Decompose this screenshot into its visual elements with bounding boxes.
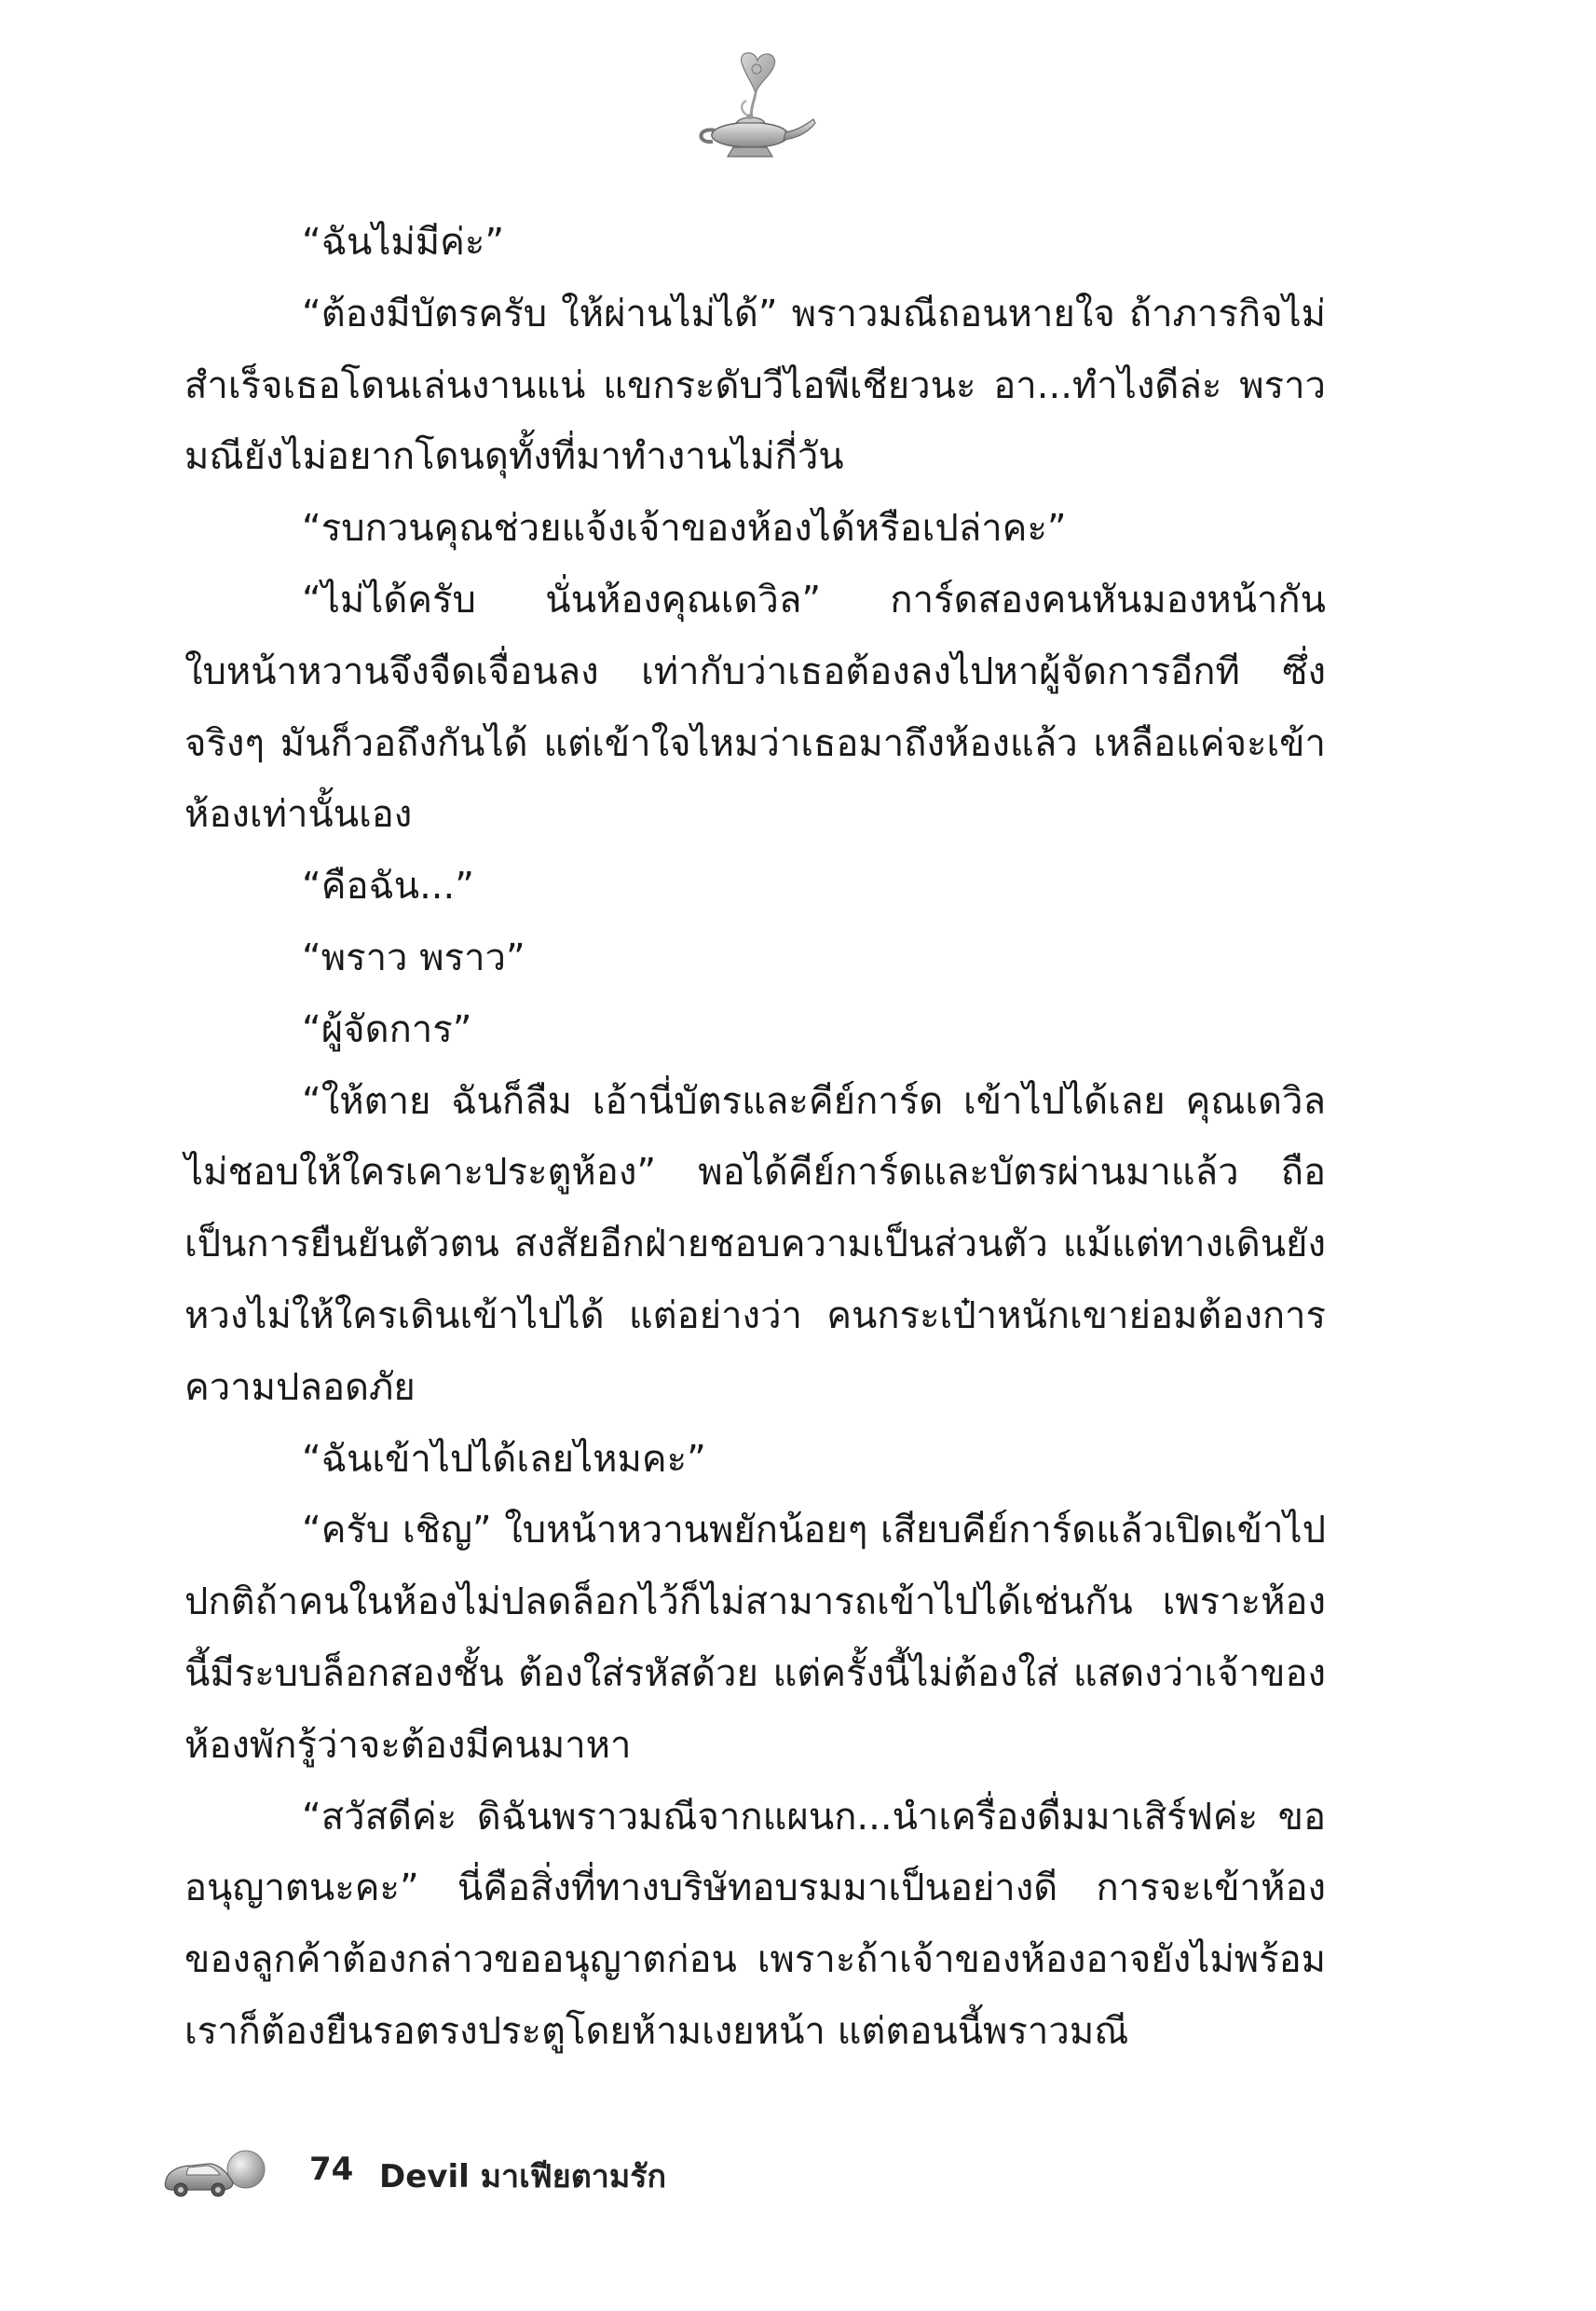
book-title: Devil มาเฟียตามรัก	[379, 2158, 667, 2195]
paragraph: “ครับ เชิญ” ใบหน้าหวานพยักน้อยๆ เสียบคีย์การ์ดแล้วเปิดเข้าไป ปกติถ้าคนในห้องไม่ปลดล็อกไว้ก็ไม่สามารถเข้าไปได้เช่นกัน เพราะห้องนี้มีระบบล็อกสองชั้น ต้องใส่รหัสด้วย แต่ครั้งนี้ไม่ต้องใส่ แสดงว่าเจ้าของห้องพักรู้ว่าจะต้องมีคนมาหา	[184, 1509, 1326, 1767]
paragraph: “ฉันไม่มีค่ะ”	[302, 221, 505, 264]
car-ornament-icon	[160, 2143, 272, 2199]
paragraph: “พราว พราว”	[302, 936, 525, 979]
paragraph: “ไม่ได้ครับ นั่นห้องคุณเดวิล” การ์ดสองคนหันมองหน้ากัน ใบหน้าหวานจึงจืดเจื่อนลง เท่ากับว่าเธอต้องลงไปหาผู้จัดการอีกที ซึ่งจริงๆ มันก็วอถึงกันได้ แต่เข้าใจไหมว่าเธอมาถึงห้องแล้ว เหลือแค่จะเข้าห้องเท่านั้นเอง	[184, 578, 1326, 837]
genie-lamp-icon	[685, 47, 825, 168]
paragraph: “ฉันเข้าไปได้เลยไหมคะ”	[302, 1437, 706, 1481]
paragraph: “ต้องมีบัตรครับ ให้ผ่านไม่ได้” พราวมณีถอนหายใจ ถ้าภารกิจไม่สำเร็จเธอโดนเล่นงานแน่ แขกระดับวีไอพีเชียวนะ อา...ทำไงดีล่ะ พราวมณียังไม่อยากโดนดุทั้งที่มาทำงานไม่กี่วัน	[184, 292, 1326, 479]
paragraph: “สวัสดีค่ะ ดิฉันพราวมณีจากแผนก...นำเครื่องดื่มมาเสิร์ฟค่ะ ขออนุญาตนะคะ” นี่คือสิ่งที่ทางบริษัทอบรมมาเป็นอย่างดี การจะเข้าห้องของลูกค้าต้องกล่าวขออนุญาตก่อน เพราะถ้าเจ้าของห้องอาจยังไม่พร้อม เราก็ต้องยืนรอตรงประตูโดยห้ามเงยหน้า แต่ตอนนี้พราวมณี	[184, 1795, 1326, 2053]
page-number: 74	[309, 2151, 354, 2188]
paragraph: “ให้ตาย ฉันก็ลืม เอ้านี่บัตรและคีย์การ์ด เข้าไปได้เลย คุณเดวิลไม่ชอบให้ใครเคาะประตูห้อง” พอได้คีย์การ์ดและบัตรผ่านมาแล้ว ถือเป็นการยืนยันตัวตน สงสัยอีกฝ่ายชอบความเป็นส่วนตัว แม้แต่ทางเดินยังหวงไม่ให้ใครเดินเข้าไปได้ แต่อย่างว่า คนกระเป๋าหนักเขาย่อมต้องการความปลอดภัย	[184, 1079, 1326, 1409]
paragraph: “ผู้จัดการ”	[302, 1007, 472, 1051]
paragraph: “รบกวนคุณช่วยแจ้งเจ้าของห้องได้หรือเปล่าคะ”	[302, 507, 1067, 551]
page-footer	[160, 2143, 999, 2199]
paragraph: “คือฉัน...”	[302, 865, 474, 909]
body-text	[184, 207, 1326, 2068]
